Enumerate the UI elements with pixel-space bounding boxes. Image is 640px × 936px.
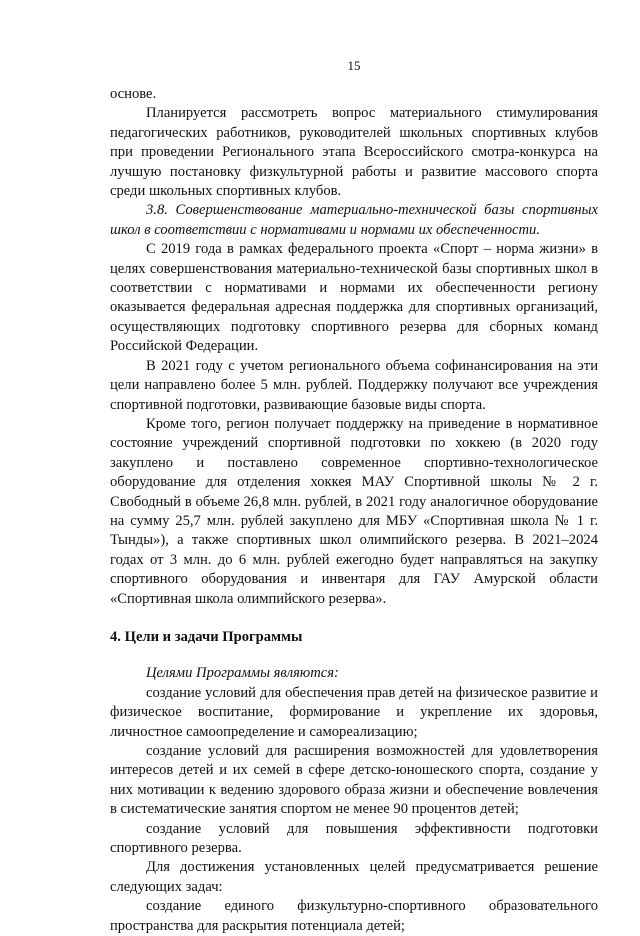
paragraph-continuation: основе. <box>110 86 157 102</box>
subsection-heading-3-8: 3.8. Совершенствование материально-технической базы спортивных школ в соответствии с нормативами и нормами их обеспеченности. <box>110 202 598 238</box>
goal-item-rights: создание условий для обеспечения прав детей на физическое развитие и физическое воспитание, формирование и укрепление их здоровья, личностное самоопределение и самореализацию; <box>110 684 598 740</box>
document-body <box>110 85 598 936</box>
tasks-intro: Для достижения установленных целей предусматривается решение следующих задач: <box>110 859 598 895</box>
goal-item-opportunities: создание условий для расширения возможностей для удовлетворения интересов детей и их семей в сфере детско-юношеского спорта, создание у них мотивации к ведению здорового образа жизни и обеспечение вовлечения в систематические занятия спортом не менее 90 процентов детей; <box>110 743 598 818</box>
goal-item-reserve: создание условий для повышения эффективности подготовки спортивного резерва. <box>110 820 598 857</box>
section-title: 4. Цели и задачи Программы <box>110 628 303 645</box>
page-number: 15 <box>347 58 361 73</box>
task-item-space: создание единого физкультурно-спортивного образовательного пространства для раскрытия потенциала детей; <box>110 898 598 934</box>
paragraph-hockey-support: Кроме того, регион получает поддержку на приведение в нормативное состояние учреждений спортивной подготовки по хоккею (в 2020 году закуплено и поставлено современное спортивно-технологическое оборудование для отделения хоккея МАУ Спортивной школы № 2 г. Свободный в объеме 26,8 млн. рублей, в 2021 году аналогичное оборудование на сумму 25,7 млн. рублей закуплено для МБУ «Спортивная школа № 1 г. Тынды»), а также спортивных школ олимпийского резерва. В 2021–2024 годах от 3 млн. до 6 млн. рублей ежегодно будет направляться на закупку спортивного оборудования и инвентаря для ГАУ Амурской области «Спортивная школа олимпийского резерва». <box>110 415 598 607</box>
paragraph-2021-funding: В 2021 году с учетом регионального объема софинансирования на эти цели направлено более 5 млн. рублей. Поддержку получают все учреждения спортивной подготовки, развивающие базовые виды спорта. <box>110 357 598 413</box>
paragraph-federal-project: С 2019 года в рамках федерального проекта «Спорт – норма жизни» в целях совершенствования материально-технической базы спортивных школ в соответствии с нормативами и нормами их обеспеченности региону оказывается федеральная адресная поддержка для спортивных организаций, осуществляющих подготовку спортивного резерва для сборных команд Российской Федерации. <box>110 241 598 355</box>
paragraph-stimulation: Планируется рассмотреть вопрос материального стимулирования педагогических работников, руководителей школьных спортивных клубов при проведении Регионального этапа Всероссийского смотра-конкурса на лучшую постановку физкультурной работы и развитие массового спорта среди школьных спортивных клубов. <box>110 105 598 200</box>
goals-heading: Целями Программы являются: <box>146 665 339 682</box>
